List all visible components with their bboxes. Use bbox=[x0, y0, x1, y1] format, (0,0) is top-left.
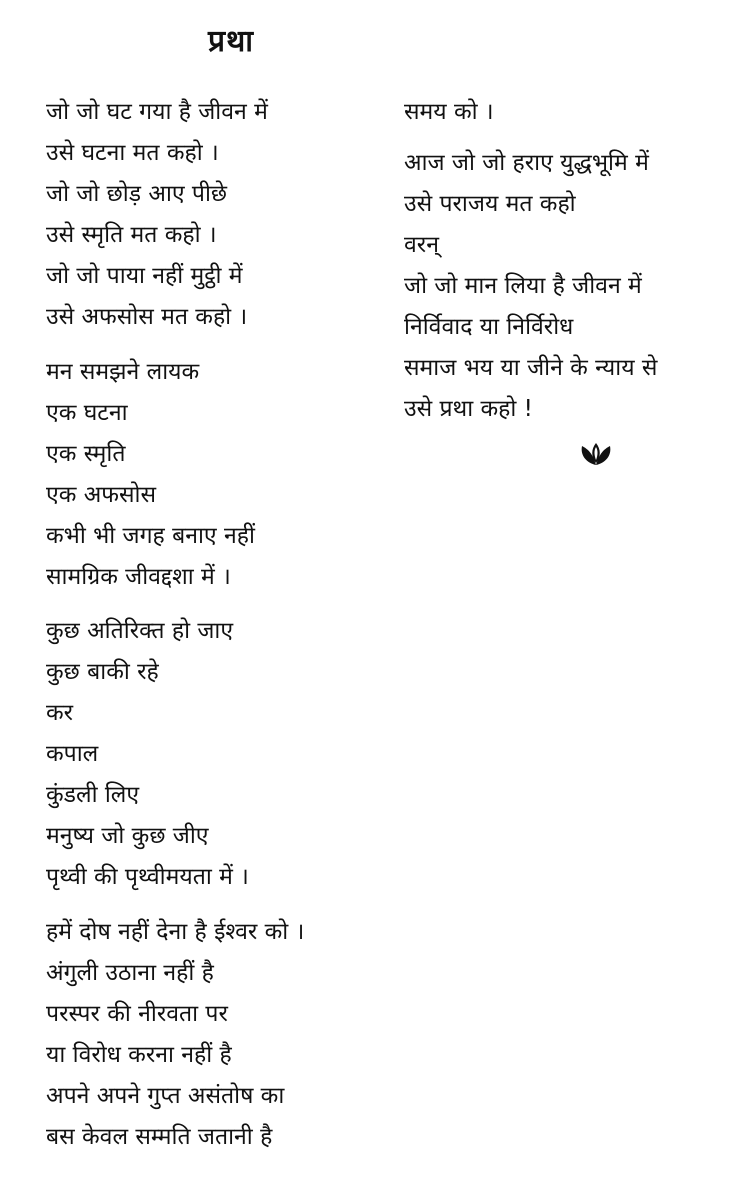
poem-line: कर bbox=[46, 700, 74, 726]
poem-line: पृथ्वी की पृथ्वीमयता में । bbox=[46, 864, 249, 890]
poem-line: वरन् bbox=[404, 232, 439, 258]
poem-line: एक घटना bbox=[46, 400, 128, 426]
poem-line: उसे घटना मत कहो । bbox=[46, 140, 219, 166]
poem-line: उसे पराजय मत कहो bbox=[404, 191, 576, 217]
stanza-5 bbox=[404, 92, 724, 133]
poem-line: कभी भी जगह बनाए नहीं bbox=[46, 523, 255, 549]
poem-line: कपाल bbox=[46, 741, 99, 767]
stanza-3 bbox=[46, 611, 386, 898]
poem-line: उसे अफसोस मत कहो । bbox=[46, 304, 248, 330]
poem-line: जो जो पाया नहीं मुट्ठी में bbox=[46, 263, 243, 289]
right-column bbox=[404, 92, 724, 430]
poem-line: एक स्मृति bbox=[46, 441, 126, 467]
poem-line: उसे स्मृति मत कहो । bbox=[46, 222, 217, 248]
poem-line: जो जो छोड़ आए पीछे bbox=[46, 181, 228, 207]
poem-line: कुछ अतिरिक्त हो जाए bbox=[46, 618, 234, 644]
poem-line: आज जो जो हराए युद्धभूमि में bbox=[404, 150, 649, 176]
left-column bbox=[46, 92, 386, 1158]
poem-line: मन समझने लायक bbox=[46, 359, 200, 385]
poem-line: अपने अपने गुप्त असंतोष का bbox=[46, 1083, 285, 1109]
poem-line: या विरोध करना नहीं है bbox=[46, 1042, 232, 1068]
poem-line: बस केवल सम्मति जतानी है bbox=[46, 1124, 273, 1150]
poem-line: एक अफसोस bbox=[46, 482, 157, 508]
poem-line: निर्विवाद या निर्विरोध bbox=[404, 314, 574, 340]
poem-line: समय को । bbox=[404, 99, 494, 125]
poem-line: सामग्रिक जीवद्दशा में । bbox=[46, 564, 231, 590]
poem-line: कुंडली लिए bbox=[46, 782, 140, 808]
poem-line: कुछ बाकी रहे bbox=[46, 659, 159, 685]
stanza-4 bbox=[46, 912, 386, 1158]
poem-line: परस्पर की नीरवता पर bbox=[46, 1001, 228, 1027]
poem-line: जो जो घट गया है जीवन में bbox=[46, 99, 268, 125]
poem-line: हमें दोष नहीं देना है ईश्वर को । bbox=[46, 919, 305, 945]
poem-line: अंगुली उठाना नहीं है bbox=[46, 960, 214, 986]
poem-line: मनुष्य जो कुछ जीए bbox=[46, 823, 209, 849]
poem-title: प्रथा bbox=[208, 24, 255, 59]
stanza-2 bbox=[46, 352, 386, 598]
poem-line: समाज भय या जीने के न्याय से bbox=[404, 355, 658, 381]
poem-line: उसे प्रथा कहो ! bbox=[404, 396, 533, 422]
stanza-6 bbox=[404, 143, 724, 430]
stanza-1 bbox=[46, 92, 386, 338]
poem-line: जो जो मान लिया है जीवन में bbox=[404, 273, 642, 299]
lotus-icon bbox=[578, 441, 614, 467]
